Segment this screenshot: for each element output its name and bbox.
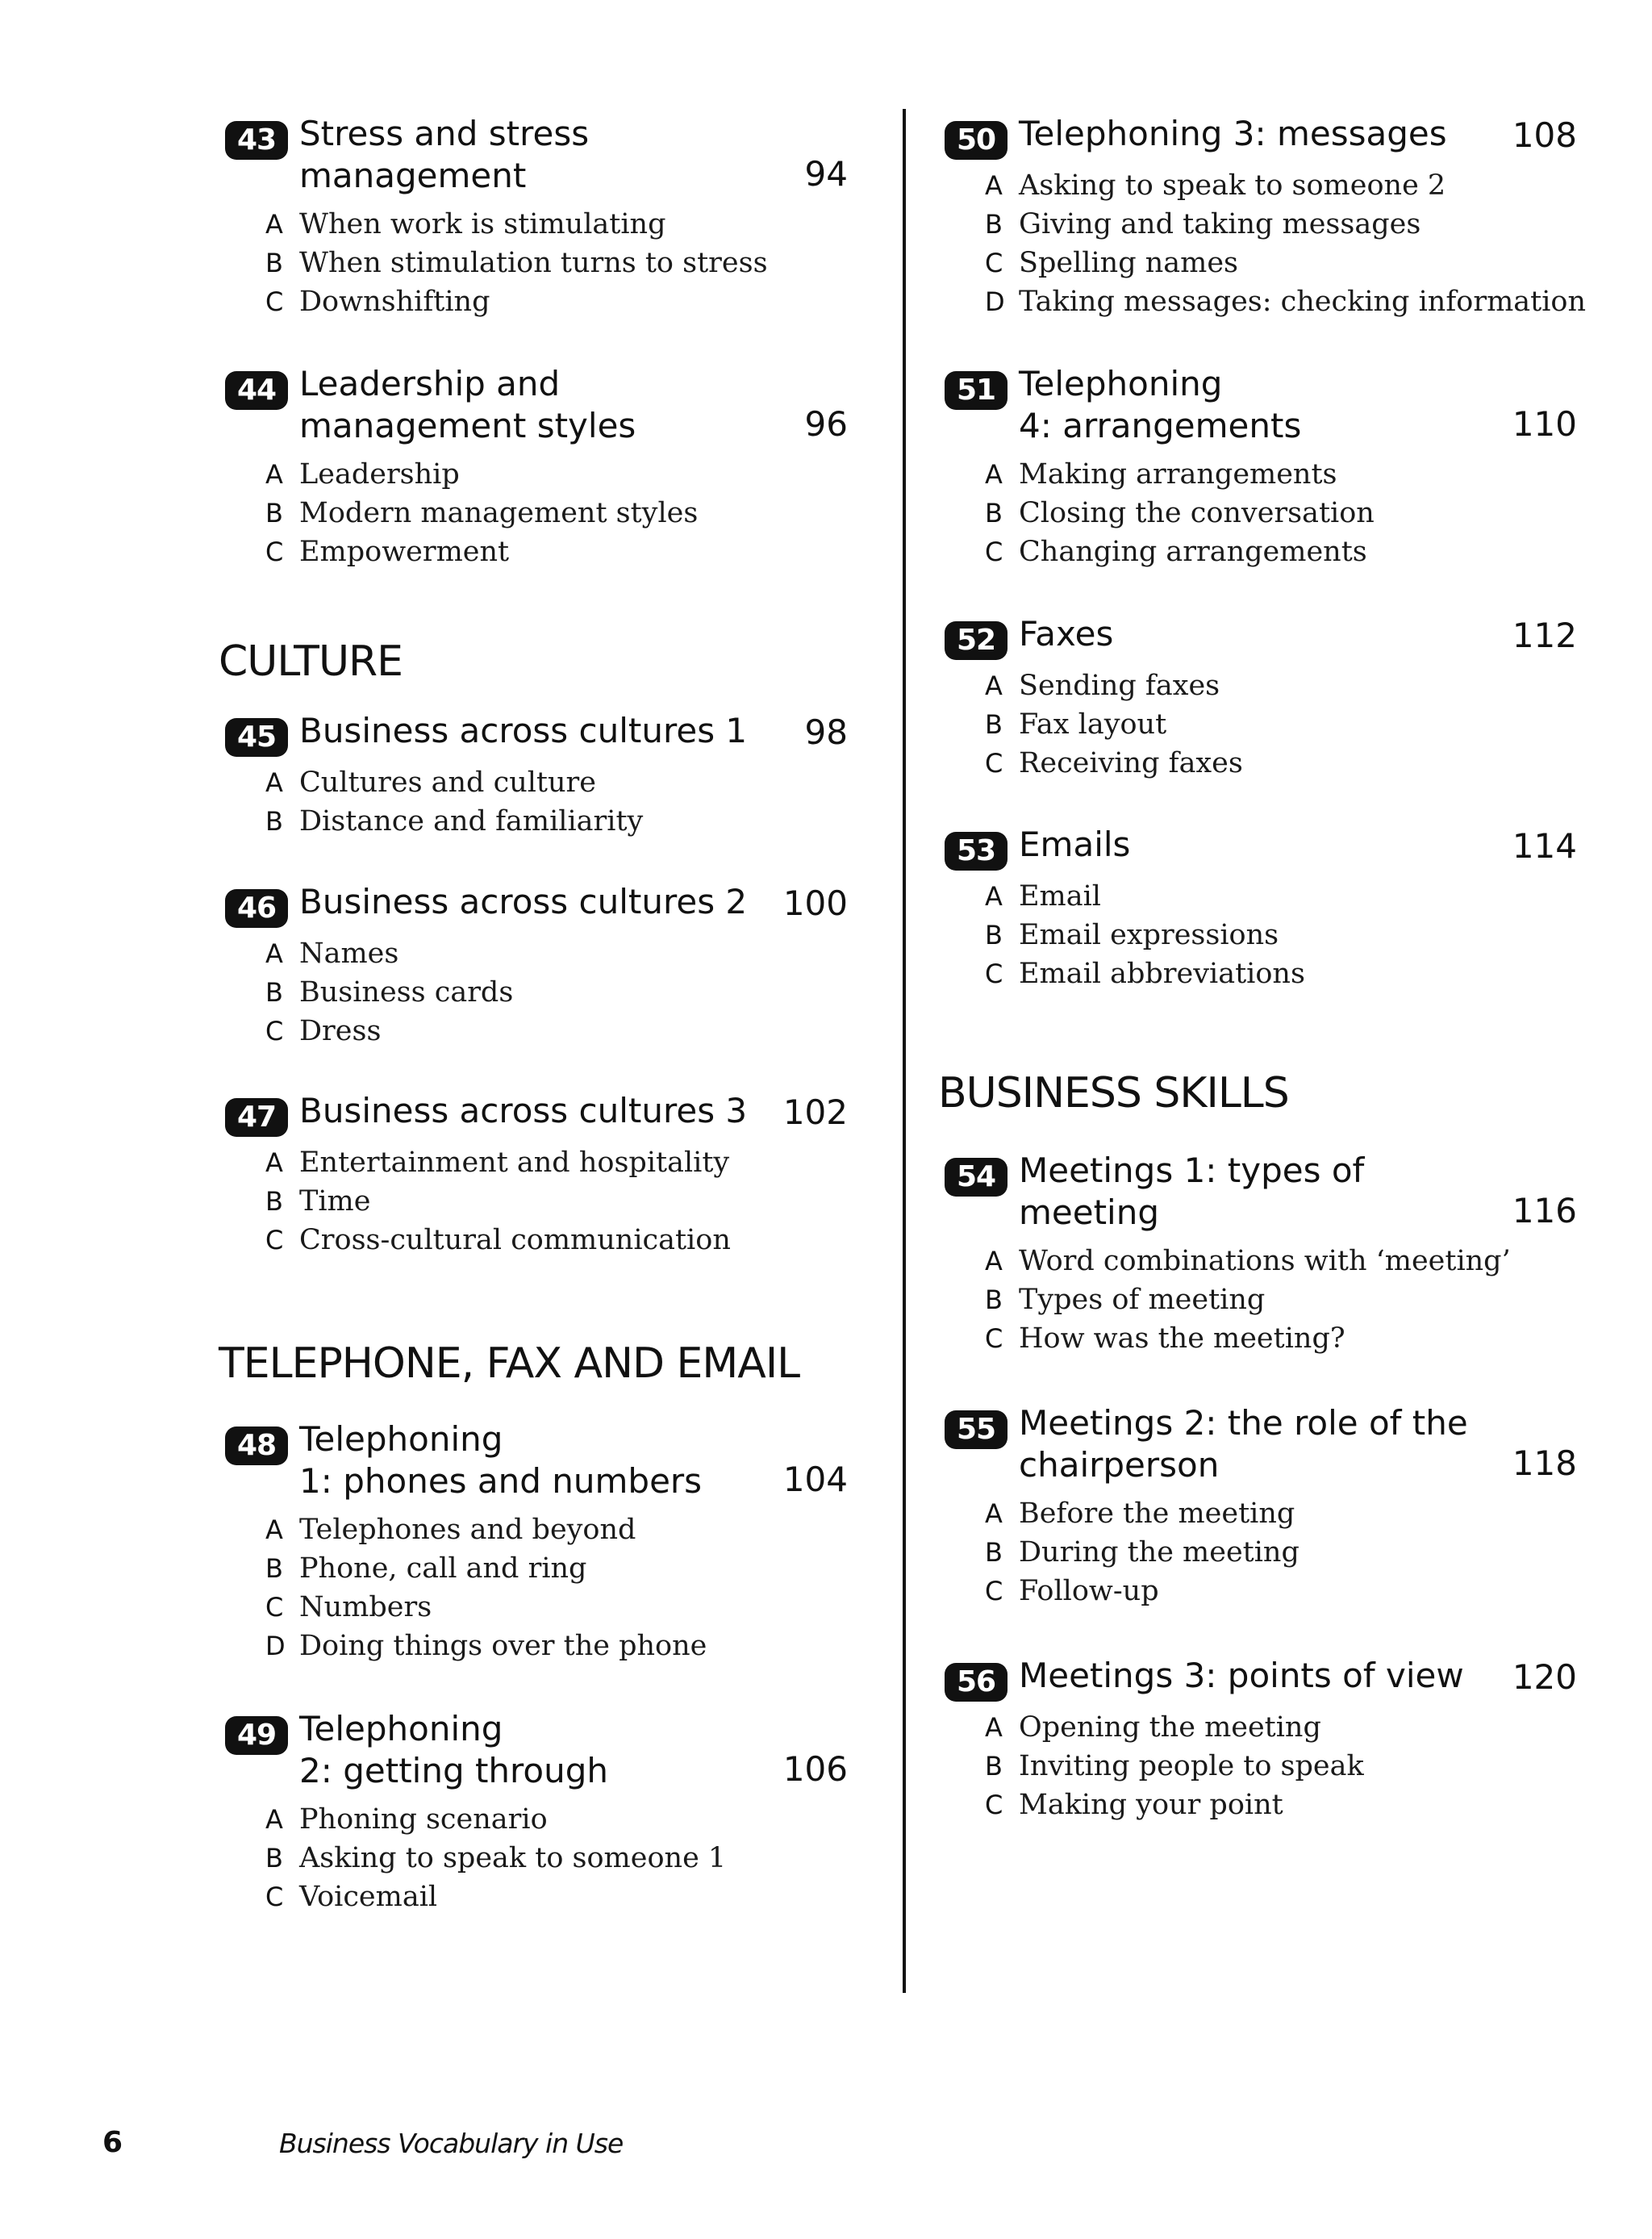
item-text: Entertainment and hospitality xyxy=(299,1147,730,1179)
item-text: Numbers xyxy=(299,1591,432,1623)
item-letter: C xyxy=(265,537,284,567)
unit-title: Leadership and management styles xyxy=(299,364,636,445)
item-text: During the meeting xyxy=(1019,1536,1299,1569)
item-letter: B xyxy=(265,1186,283,1217)
item-text: Making your point xyxy=(1019,1789,1283,1821)
item-letter: A xyxy=(265,767,283,798)
unit-number-badge: 56 xyxy=(945,1663,1007,1702)
unit-items xyxy=(219,1800,864,1916)
item-text: Cross-cultural communication xyxy=(299,1224,731,1256)
item-letter: A xyxy=(985,670,1003,701)
unit-54 xyxy=(938,1150,1583,1358)
unit-heading xyxy=(219,1418,864,1502)
footer-book-title: Business Vocabulary in Use xyxy=(279,2128,624,2159)
item-letter: A xyxy=(985,170,1003,201)
unit-items xyxy=(938,666,1583,783)
unit-item xyxy=(938,1708,1583,1747)
item-letter: A xyxy=(265,1804,283,1835)
unit-item xyxy=(938,282,1587,321)
unit-heading xyxy=(938,613,1583,658)
unit-heading xyxy=(938,824,1583,869)
item-letter: B xyxy=(265,498,283,528)
unit-items xyxy=(219,1510,864,1665)
item-text: Telephones and beyond xyxy=(299,1514,636,1546)
item-text: When stimulation turns to stress xyxy=(299,247,768,279)
item-letter: B xyxy=(265,1843,283,1873)
unit-43 xyxy=(219,113,864,321)
item-letter: B xyxy=(985,1285,1003,1315)
unit-title: Business across cultures 2 xyxy=(299,882,748,921)
item-text: When work is stimulating xyxy=(299,208,666,240)
unit-item xyxy=(219,1839,864,1878)
item-letter: D xyxy=(985,286,1005,317)
unit-44 xyxy=(219,363,864,571)
unit-51 xyxy=(938,363,1583,571)
unit-item xyxy=(219,802,864,841)
unit-items xyxy=(938,1242,1583,1358)
unit-item xyxy=(219,244,864,282)
section-heading: CULTURE xyxy=(219,637,403,686)
unit-item xyxy=(938,166,1583,205)
unit-53 xyxy=(938,824,1583,993)
unit-heading xyxy=(219,881,864,926)
item-text: Voicemail xyxy=(299,1881,438,1913)
unit-page-number: 108 xyxy=(1512,115,1577,155)
unit-item xyxy=(219,1510,864,1549)
item-text: Word combinations with ‘meeting’ xyxy=(1019,1245,1511,1277)
item-text: Before the meeting xyxy=(1019,1498,1295,1530)
unit-page-number: 102 xyxy=(782,1092,848,1132)
unit-item xyxy=(938,666,1583,705)
item-text: Asking to speak to someone 2 xyxy=(1019,169,1446,202)
unit-item xyxy=(938,455,1583,494)
item-letter: C xyxy=(265,1016,284,1046)
unit-number-badge: 54 xyxy=(945,1158,1007,1197)
unit-items xyxy=(219,1143,864,1259)
item-letter: C xyxy=(985,1790,1003,1820)
unit-item xyxy=(938,744,1583,783)
item-text: Receiving faxes xyxy=(1019,747,1243,779)
unit-item xyxy=(219,1182,864,1221)
unit-item xyxy=(938,1533,1583,1572)
unit-item xyxy=(938,205,1583,244)
item-letter: D xyxy=(265,1631,286,1661)
unit-number-badge: 44 xyxy=(225,371,288,410)
unit-number-badge: 50 xyxy=(945,121,1007,160)
item-letter: C xyxy=(265,1225,284,1255)
unit-heading xyxy=(938,1150,1583,1234)
unit-heading xyxy=(938,1655,1583,1700)
item-letter: B xyxy=(985,1537,1003,1568)
unit-page-number: 120 xyxy=(1512,1657,1577,1697)
unit-item xyxy=(219,1221,864,1259)
item-text: Modern management styles xyxy=(299,497,699,529)
unit-page-number: 112 xyxy=(1512,616,1577,655)
item-letter: B xyxy=(265,977,283,1008)
unit-page-number: 116 xyxy=(1512,1191,1577,1230)
item-letter: C xyxy=(265,1592,284,1623)
item-text: Leadership xyxy=(299,458,460,491)
unit-item xyxy=(938,705,1583,744)
unit-number-badge: 45 xyxy=(225,718,288,757)
unit-item xyxy=(938,1572,1583,1610)
unit-item xyxy=(219,282,864,321)
unit-heading xyxy=(938,113,1583,158)
item-text: Follow-up xyxy=(1019,1575,1159,1607)
unit-heading xyxy=(938,1402,1583,1486)
item-text: Spelling names xyxy=(1019,247,1239,279)
unit-items xyxy=(219,205,864,321)
unit-title: Faxes xyxy=(1019,614,1114,654)
item-text: Giving and taking messages xyxy=(1019,208,1421,240)
unit-item xyxy=(219,1012,864,1051)
item-text: Downshifting xyxy=(299,286,490,318)
unit-title: Meetings 3: points of view xyxy=(1019,1656,1464,1695)
unit-title: Emails xyxy=(1019,825,1131,864)
item-letter: C xyxy=(985,248,1003,278)
item-text: Opening the meeting xyxy=(1019,1711,1321,1744)
item-letter: A xyxy=(265,459,283,490)
item-text: Distance and familiarity xyxy=(299,805,644,838)
item-letter: C xyxy=(985,1323,1003,1354)
item-text: Empowerment xyxy=(299,536,510,568)
item-letter: B xyxy=(985,209,1003,240)
column-divider xyxy=(903,109,906,1993)
item-text: Dress xyxy=(299,1015,382,1047)
item-letter: C xyxy=(985,959,1003,989)
unit-heading xyxy=(219,363,864,447)
unit-number-badge: 53 xyxy=(945,832,1007,871)
unit-49 xyxy=(219,1708,864,1916)
unit-item xyxy=(219,205,864,244)
item-text: Email expressions xyxy=(1019,919,1279,951)
item-letter: C xyxy=(985,1576,1003,1606)
unit-item xyxy=(938,1786,1583,1824)
item-letter: A xyxy=(265,209,283,240)
unit-items xyxy=(219,455,864,571)
item-text: Doing things over the phone xyxy=(299,1630,707,1662)
unit-item xyxy=(219,455,864,494)
unit-title: Meetings 2: the role of the chairperson xyxy=(1019,1403,1468,1485)
unit-title: Meetings 1: types of meeting xyxy=(1019,1151,1365,1232)
unit-title: Telephoning 2: getting through xyxy=(299,1709,608,1790)
unit-items xyxy=(219,934,864,1051)
unit-item xyxy=(219,1143,864,1182)
item-letter: C xyxy=(985,537,1003,567)
item-letter: B xyxy=(985,1751,1003,1782)
item-letter: B xyxy=(985,498,1003,528)
unit-page-number: 94 xyxy=(804,154,848,194)
item-text: Changing arrangements xyxy=(1019,536,1367,568)
item-letter: B xyxy=(985,920,1003,950)
item-letter: C xyxy=(265,1882,284,1912)
unit-heading xyxy=(938,363,1583,447)
item-text: Names xyxy=(299,938,399,970)
unit-page-number: 98 xyxy=(804,712,848,752)
unit-heading xyxy=(219,113,864,197)
item-letter: A xyxy=(265,938,283,969)
unit-52 xyxy=(938,613,1583,783)
unit-number-badge: 49 xyxy=(225,1716,288,1755)
footer-page-number: 6 xyxy=(102,2126,123,2159)
unit-item xyxy=(219,1549,864,1588)
unit-item xyxy=(219,973,864,1012)
item-text: Email xyxy=(1019,880,1101,913)
unit-item xyxy=(938,244,1583,282)
unit-page-number: 118 xyxy=(1512,1443,1577,1483)
item-letter: B xyxy=(265,806,283,837)
unit-items xyxy=(938,1708,1583,1824)
unit-item xyxy=(938,916,1583,954)
unit-items xyxy=(938,1494,1583,1610)
unit-number-badge: 43 xyxy=(225,121,288,160)
unit-item xyxy=(938,533,1583,571)
item-text: How was the meeting? xyxy=(1019,1322,1345,1355)
unit-item xyxy=(938,1494,1583,1533)
unit-item xyxy=(938,1319,1583,1358)
unit-item xyxy=(938,1747,1583,1786)
unit-title: Telephoning 1: phones and numbers xyxy=(299,1419,703,1501)
unit-items xyxy=(219,763,864,841)
unit-heading xyxy=(219,1090,864,1135)
item-text: Sending faxes xyxy=(1019,670,1220,702)
section-heading: TELEPHONE, FAX AND EMAIL xyxy=(219,1339,800,1388)
item-letter: B xyxy=(265,1553,283,1584)
item-letter: C xyxy=(985,748,1003,779)
unit-55 xyxy=(938,1402,1583,1610)
item-text: Closing the conversation xyxy=(1019,497,1375,529)
unit-page-number: 100 xyxy=(782,883,848,923)
unit-item xyxy=(938,877,1583,916)
unit-item xyxy=(219,763,864,802)
item-letter: A xyxy=(265,1147,283,1178)
unit-56 xyxy=(938,1655,1583,1824)
item-text: Time xyxy=(299,1185,371,1218)
unit-item xyxy=(938,1242,1583,1280)
unit-page-number: 106 xyxy=(782,1749,848,1789)
item-text: Making arrangements xyxy=(1019,458,1337,491)
item-letter: A xyxy=(985,1498,1003,1529)
unit-item xyxy=(219,494,864,533)
item-text: Phoning scenario xyxy=(299,1803,548,1836)
unit-number-badge: 51 xyxy=(945,371,1007,410)
unit-48 xyxy=(219,1418,864,1665)
unit-heading xyxy=(219,710,864,755)
unit-page-number: 110 xyxy=(1512,404,1577,444)
unit-item xyxy=(219,1878,864,1916)
unit-item xyxy=(219,1800,864,1839)
unit-item xyxy=(219,1588,864,1627)
item-letter: B xyxy=(985,709,1003,740)
item-letter: A xyxy=(985,881,1003,912)
unit-item xyxy=(219,1627,864,1665)
unit-45 xyxy=(219,710,864,841)
item-text: Fax layout xyxy=(1019,708,1167,741)
unit-title: Business across cultures 1 xyxy=(299,711,748,750)
unit-item xyxy=(219,533,864,571)
unit-number-badge: 52 xyxy=(945,621,1007,660)
item-text: Phone, call and ring xyxy=(299,1552,587,1585)
item-letter: A xyxy=(265,1514,283,1545)
unit-number-badge: 46 xyxy=(225,889,288,928)
section-heading: BUSINESS SKILLS xyxy=(938,1069,1289,1117)
unit-items xyxy=(938,877,1583,993)
unit-items xyxy=(938,455,1583,571)
item-letter: A xyxy=(985,459,1003,490)
item-letter: A xyxy=(985,1246,1003,1276)
item-text: Asking to speak to someone 1 xyxy=(299,1842,727,1874)
unit-47 xyxy=(219,1090,864,1259)
item-text: Types of meeting xyxy=(1019,1284,1266,1316)
unit-item xyxy=(938,954,1583,993)
unit-number-badge: 48 xyxy=(225,1427,288,1465)
unit-page-number: 114 xyxy=(1512,826,1577,866)
unit-number-badge: 55 xyxy=(945,1410,1007,1449)
item-text: Inviting people to speak xyxy=(1019,1750,1364,1782)
unit-title: Telephoning 4: arrangements xyxy=(1019,364,1302,445)
unit-number-badge: 47 xyxy=(225,1098,288,1137)
unit-item xyxy=(938,1280,1583,1319)
unit-page-number: 96 xyxy=(804,404,848,444)
unit-items xyxy=(938,166,1587,321)
item-text: Taking messages: checking information xyxy=(1019,286,1587,318)
unit-item xyxy=(219,934,864,973)
unit-page-number: 104 xyxy=(782,1460,848,1499)
item-text: Cultures and culture xyxy=(299,767,596,799)
unit-50 xyxy=(938,113,1587,321)
item-text: Email abbreviations xyxy=(1019,958,1305,990)
item-letter: C xyxy=(265,286,284,317)
item-letter: B xyxy=(265,248,283,278)
item-letter: A xyxy=(985,1712,1003,1743)
unit-title: Telephoning 3: messages xyxy=(1019,114,1447,153)
unit-46 xyxy=(219,881,864,1051)
unit-title: Business across cultures 3 xyxy=(299,1091,748,1130)
unit-item xyxy=(938,494,1583,533)
unit-heading xyxy=(219,1708,864,1792)
item-text: Business cards xyxy=(299,976,514,1009)
unit-title: Stress and stress management xyxy=(299,114,590,195)
